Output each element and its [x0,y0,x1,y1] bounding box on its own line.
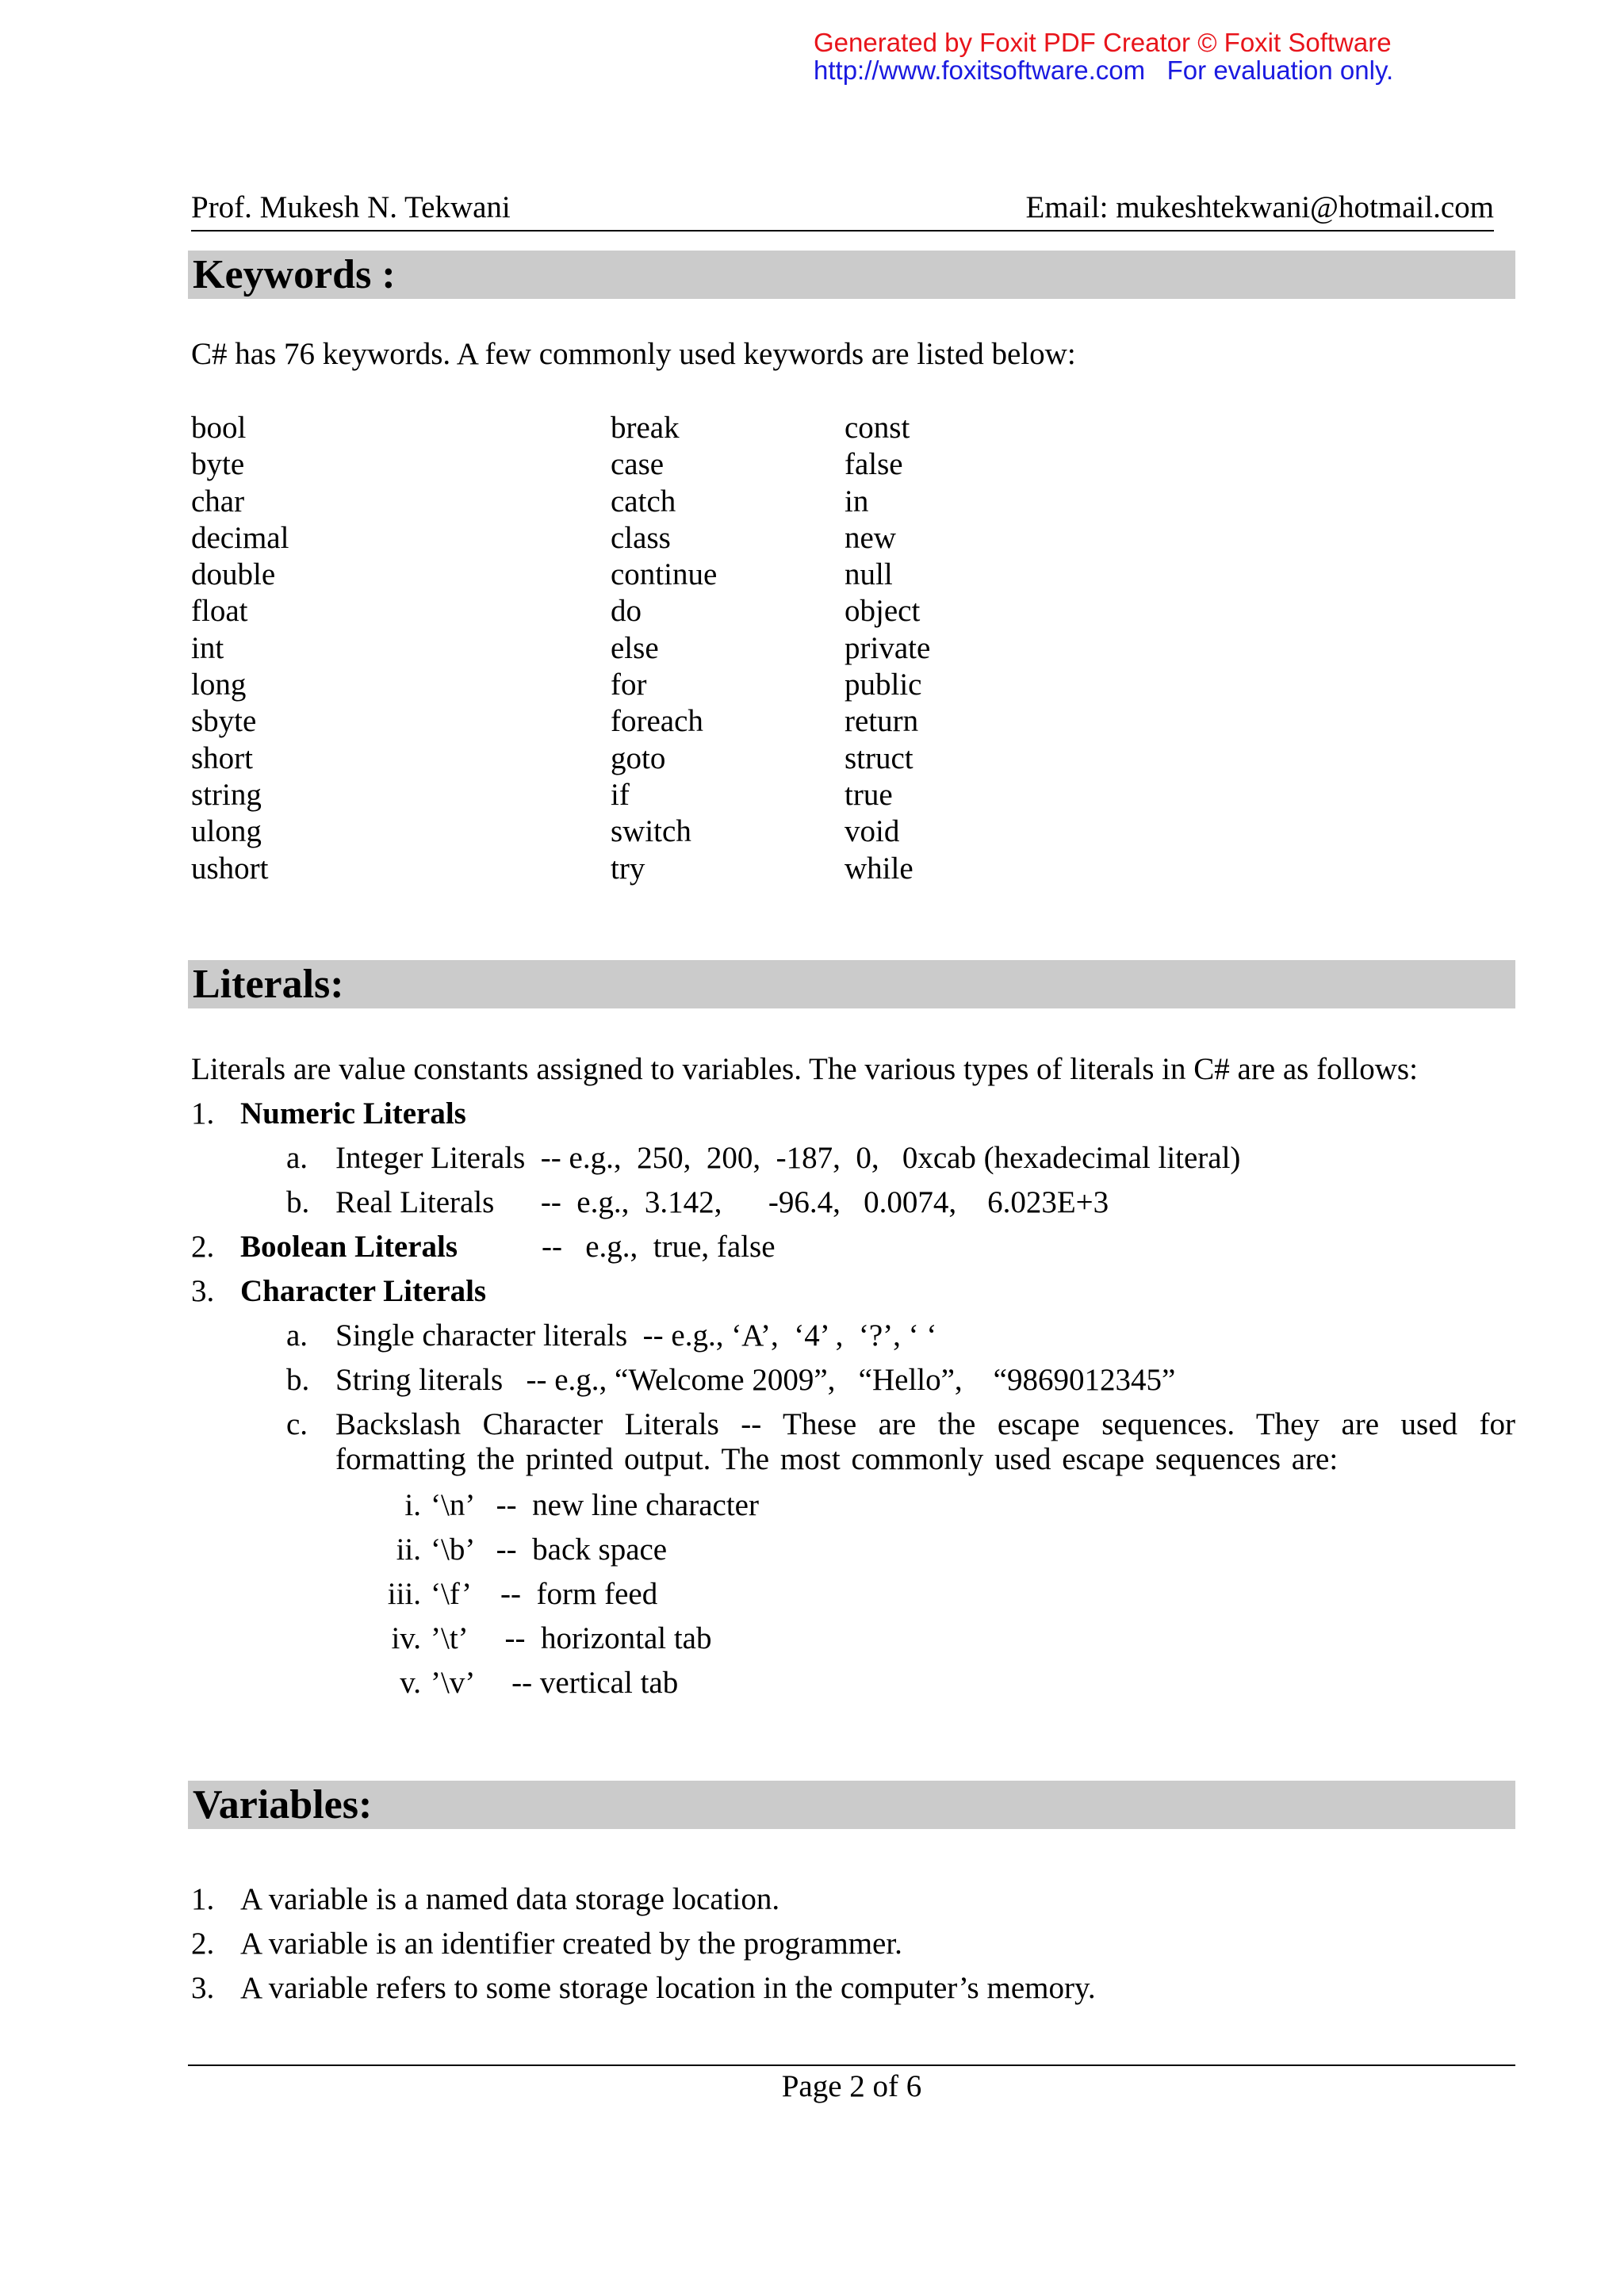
keyword: case [611,447,665,482]
keyword: else [611,630,659,665]
keyword: null [845,557,893,592]
list-text: A variable is an identifier created by the programmer. [240,1927,902,1961]
list-item [191,1141,1515,1185]
keyword: float [191,594,248,629]
page-footer [188,2064,1515,2104]
list-item [191,1577,1515,1621]
roman-label: v. [400,1666,421,1700]
list-item [191,1666,1515,1710]
escape-text: ‘\n’ -- new line character [431,1488,759,1522]
sub-label: a. [286,1318,308,1353]
keyword: if [611,777,630,812]
page-number: Page 2 of 6 [781,2069,922,2103]
keyword: class [611,520,671,555]
list-item [191,1533,1515,1577]
escape-text: ‘\b’ -- back space [431,1533,668,1567]
list-item [191,1363,1515,1407]
keyword: double [191,557,276,592]
keyword: decimal [191,520,289,555]
keyword: const [845,411,910,445]
roman-label: i. [404,1488,421,1522]
literals-heading: Literals: [188,960,1515,1008]
list-item [191,1407,1515,1488]
keyword: char [191,484,245,519]
keyword: true [845,777,893,812]
literals-list [191,1096,1515,1710]
keyword: void [845,814,900,849]
list-item [191,1488,1515,1533]
keyword: while [845,851,914,886]
roman-label: ii. [396,1533,421,1567]
literals-intro: Literals are value constants assigned to variables. The various types of literals in C# are as follows: [191,1052,1418,1086]
sub-text: Backslash Character Literals -- These are the escape sequences. They are used for formatting the printed output. The most commonly used escape sequences are: [335,1407,1515,1476]
sub-text: String literals -- e.g., “Welcome 2009”, “Hello”, “9869012345” [335,1363,1176,1397]
list-item [191,1927,1515,1971]
list-item [191,1230,1515,1274]
list-heading: Numeric Literals [240,1096,466,1131]
keyword: private [845,630,931,665]
list-item [191,1096,1515,1141]
keywords-column-1 [191,410,289,887]
keywords-intro: C# has 76 keywords. A few commonly used keywords are listed below: [191,337,1076,371]
page-header [191,190,1494,232]
escape-text: ’\v’ -- vertical tab [431,1666,679,1700]
watermark-line-1: Generated by Foxit PDF Creator © Foxit Software [814,28,1392,57]
keywords-column-2 [611,410,717,887]
keyword: foreach [611,704,703,739]
sub-text: Integer Literals -- e.g., 250, 200, -187, 0, 0xcab (hexadecimal literal) [335,1141,1241,1175]
keywords-column-3 [845,410,930,887]
sub-label: c. [286,1407,308,1441]
keyword: byte [191,447,245,482]
list-item [191,1318,1515,1363]
sub-label: b. [286,1185,310,1219]
keyword: string [191,777,262,812]
keyword: struct [845,740,914,775]
sub-label: b. [286,1363,310,1397]
list-item [191,1274,1515,1318]
keyword: ushort [191,851,269,886]
list-text: -- e.g., true, false [542,1230,776,1264]
keyword: switch [611,814,691,849]
keyword: try [611,851,645,886]
keyword: int [191,630,224,665]
list-text: A variable refers to some storage location in the computer’s memory. [240,1971,1096,2005]
list-heading: Character Literals [240,1274,487,1308]
keyword: object [845,594,921,629]
keyword: in [845,484,869,519]
list-number: 1. [191,1096,215,1131]
list-item [191,1971,1515,2015]
escape-text: ‘\f’ -- form feed [431,1577,658,1611]
keyword: goto [611,740,666,775]
keyword: continue [611,557,718,592]
list-text: A variable is a named data storage location. [240,1882,780,1916]
keyword: for [611,668,647,702]
keyword: catch [611,484,676,519]
variables-heading: Variables: [188,1781,1515,1829]
roman-label: iv. [391,1621,421,1655]
keyword: false [845,447,903,482]
list-number: 3. [191,1274,215,1308]
keyword: return [845,704,919,739]
list-number: 1. [191,1882,215,1916]
keyword: new [845,520,896,555]
sub-text: Real Literals -- e.g., 3.142, -96.4, 0.0074, 6.023E+3 [335,1185,1109,1219]
list-item [191,1621,1515,1666]
list-number: 2. [191,1230,215,1264]
keyword: long [191,668,247,702]
keyword: bool [191,411,247,445]
list-item [191,1185,1515,1230]
list-number: 2. [191,1927,215,1961]
header-author: Prof. Mukesh N. Tekwani [191,190,511,224]
variables-list [191,1882,1515,2015]
escape-text: ’\t’ -- horizontal tab [431,1621,712,1655]
roman-label: iii. [387,1577,421,1611]
list-heading: Boolean Literals [240,1230,458,1264]
keyword: sbyte [191,704,257,739]
sub-label: a. [286,1141,308,1175]
list-number: 3. [191,1971,215,2005]
keyword: short [191,740,253,775]
sub-text: Single character literals -- e.g., ‘A’, ‘4’ , ‘?’, ‘ ‘ [335,1318,937,1353]
keywords-heading: Keywords : [188,251,1515,299]
keyword: break [611,411,680,445]
keyword: ulong [191,814,262,849]
keyword: do [611,594,642,629]
watermark-line-2: http://www.foxitsoftware.com For evaluation only. [814,55,1394,85]
keyword: public [845,668,922,702]
list-item [191,1882,1515,1927]
header-email: Email: mukeshtekwani@hotmail.com [1025,190,1494,224]
evaluation-watermark [814,29,1393,84]
